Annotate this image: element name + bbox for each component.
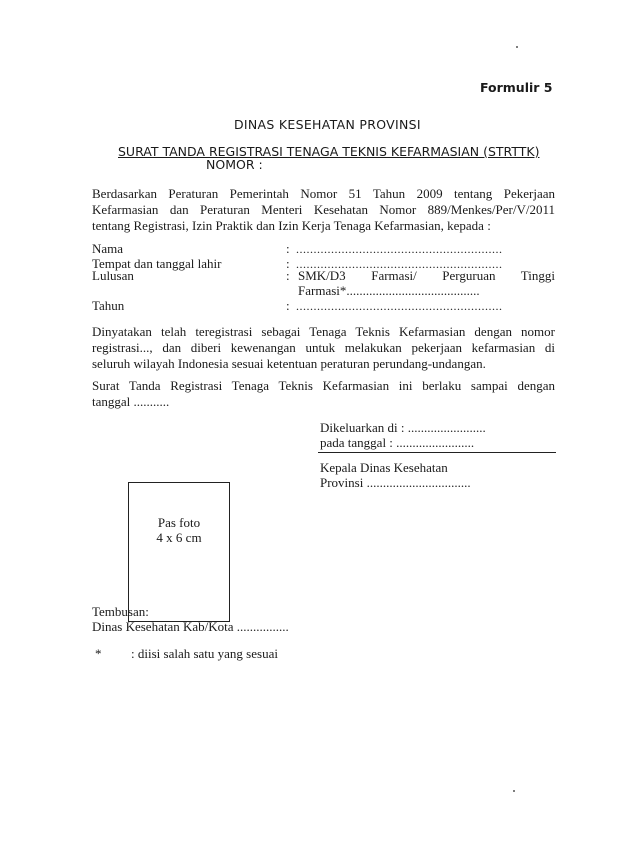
intro-paragraph	[92, 186, 555, 234]
document-number-label: NOMOR :	[206, 157, 263, 172]
official-title: Kepala Dinas Kesehatan	[320, 460, 448, 475]
scan-speck	[513, 790, 515, 792]
official-province: Provinsi ................................	[320, 475, 471, 490]
intro-line: Kefarmasian dan Peraturan Menteri Kesehatan Nomor 889/Menkes/Per/V/2011	[92, 202, 555, 217]
field-label-tahun: Tahun	[92, 298, 125, 313]
photo-placeholder-box	[128, 482, 230, 622]
field-colon: :	[286, 268, 290, 283]
field-label-lulusan: Lulusan	[92, 268, 134, 283]
validity-paragraph	[92, 378, 555, 410]
field-value-birth: ...........................................................	[296, 257, 503, 271]
footnote-text: : diisi salah satu yang sesuai	[131, 646, 278, 661]
statement-line: seluruh wilayah Indonesia sesuai ketentuan peraturan perundang-undangan.	[92, 356, 486, 371]
field-label-birth: Tempat dan tanggal lahir	[92, 256, 222, 271]
field-colon: :	[286, 241, 290, 256]
form-number-label: Formulir 5	[480, 80, 553, 95]
field-value-nama: ...........................................................	[296, 242, 503, 256]
cc-label: Tembusan:	[92, 604, 149, 619]
cc-recipient: Dinas Kesehatan Kab/Kota ................	[92, 619, 289, 634]
issued-date-line: pada tanggal : ........................	[320, 435, 475, 450]
field-value-tahun: ...........................................................	[296, 299, 503, 313]
statement-line: Dinyatakan telah teregistrasi sebagai Tenaga Teknis Kefarmasian dengan nomor	[92, 324, 555, 339]
field-value-lulusan: SMK/D3 Farmasi/ Perguruan Tinggi	[298, 268, 555, 283]
statement-paragraph	[92, 324, 555, 372]
validity-line: tanggal ...........	[92, 394, 170, 409]
statement-line: registrasi..., dan diberi kewenangan untuk melakukan pekerjaan kefarmasian di	[92, 340, 555, 355]
field-colon: :	[286, 298, 290, 313]
scan-speck	[516, 46, 518, 48]
footnote-marker: *	[95, 646, 102, 661]
signature-divider	[318, 452, 556, 453]
intro-line: tentang Registrasi, Izin Praktik dan Izin Kerja Tenaga Kefarmasian, kepada :	[92, 218, 491, 233]
intro-line: Berdasarkan Peraturan Pemerintah Nomor 51 Tahun 2009 tentang Pekerjaan	[92, 186, 555, 201]
field-value-lulusan-cont: Farmasi*.........................................	[298, 283, 480, 298]
validity-line: Surat Tanda Registrasi Tenaga Teknis Kefarmasian ini berlaku sampai dengan	[92, 378, 555, 393]
document-title: SURAT TANDA REGISTRASI TENAGA TEKNIS KEFARMASIAN (STRTTK)	[118, 144, 540, 159]
photo-label: Pas foto	[157, 515, 201, 530]
issued-at-line: Dikeluarkan di : ........................	[320, 420, 486, 435]
field-label-nama: Nama	[92, 241, 124, 256]
field-colon: :	[286, 256, 290, 271]
photo-size-label: 4 x 6 cm	[156, 530, 202, 545]
agency-heading: DINAS KESEHATAN PROVINSI	[234, 117, 421, 132]
